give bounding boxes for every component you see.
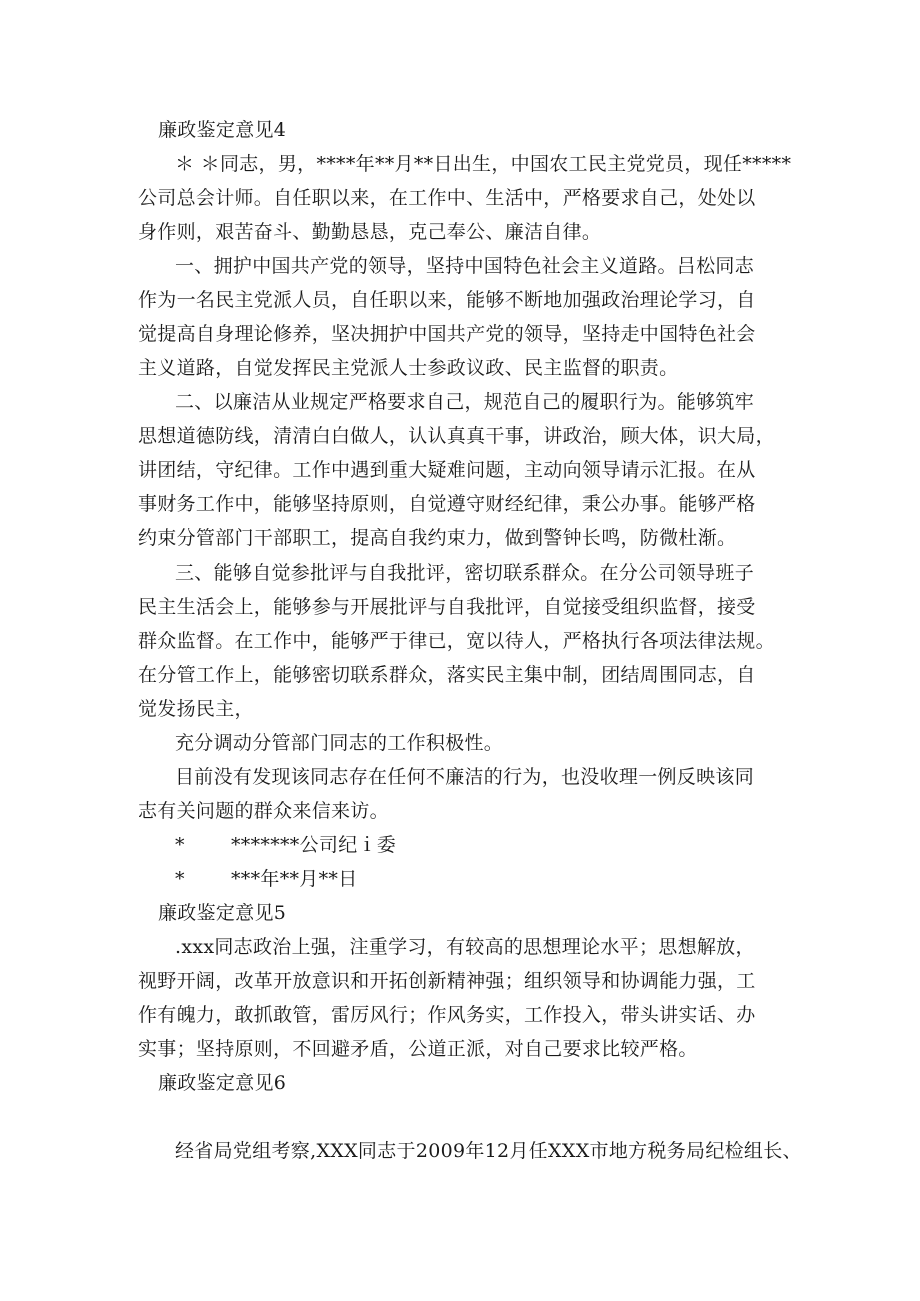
signature-date: ***年**月**日 [231, 868, 358, 890]
signature-line [175, 833, 396, 857]
paragraph-line: ＊ ＊同志，男，****年**月**日出生，中国农工民主党党员，现任***** [175, 153, 792, 175]
paragraph-line: 实事；坚持原则，不回避矛盾，公道正派，对自己要求比较严格。 [138, 1038, 698, 1060]
paragraph-line: 视野开阔，改革开放意识和开拓创新精神强；组织领导和协调能力强，工 [138, 970, 756, 992]
paragraph-line: 目前没有发现该同志存在任何不廉洁的行为，也没收理一例反映该同 [175, 766, 755, 788]
paragraph-line: 主义道路，自觉发挥民主党派人士参政议政、民主监督的职责。 [138, 357, 679, 379]
paragraph-line: 二、以廉洁从业规定严格要求自己，规范自己的履职行为。能够筑牢 [175, 391, 755, 413]
paragraph-line: 公司总会计师。自任职以来，在工作中、生活中，严格要求自己，处处以 [138, 187, 756, 209]
signature-org: *******公司纪ｉ委 [231, 834, 397, 856]
paragraph-line: 觉发扬民主， [138, 698, 254, 720]
paragraph-line: 一、拥护中国共产党的领导，坚持中国特色社会主义道路。吕松同志 [175, 255, 755, 277]
paragraph-line: 约束分管部门干部职工，提高自我约束力，做到警钟长鸣，防微杜渐。 [138, 527, 737, 549]
paragraph-line: 事财务工作中，能够坚持原则，自觉遵守财经纪律，秉公办事。能够严格 [138, 493, 756, 515]
signature-line [175, 867, 358, 891]
paragraph-line: 作为一名民主党派人员，自任职以来，能够不断地加强政治理论学习，自 [138, 289, 756, 311]
paragraph-line: .xxx同志政治上强，注重学习，有较高的思想理论水平；思想解放， [175, 936, 755, 958]
paragraph-line: 身作则，艰苦奋斗、勤勤恳恳，克己奉公、廉洁自律。 [138, 221, 602, 243]
paragraph-line: 作有魄力，敢抓敢管，雷厉风行；作风务实，工作投入，带头讲实话、办 [138, 1004, 756, 1026]
paragraph-line: 觉提高自身理论修养，坚决拥护中国共产党的领导，坚持走中国特色社会 [138, 323, 756, 345]
paragraph-line: 讲团结，守纪律。工作中遇到重大疑难问题，主动向领导请示汇报。在从 [138, 459, 756, 481]
section-heading: 廉政鉴定意见5 [158, 902, 287, 924]
signature-marker: * [175, 834, 185, 856]
paragraph-line: 志有关问题的群众来信来访。 [138, 800, 389, 822]
paragraph-line: 充分调动分管部门同志的工作积极性。 [175, 732, 504, 754]
paragraph-line: 民主生活会上，能够参与开展批评与自我批评，自觉接受组织监督，接受 [138, 596, 756, 618]
section-heading: 廉政鉴定意见6 [158, 1072, 287, 1094]
paragraph-line: 群众监督。在工作中，能够严于律已，宽以待人，严格执行各项法律法规。 [138, 630, 775, 652]
signature-marker: * [175, 868, 185, 890]
paragraph-line: 在分管工作上，能够密切联系群众，落实民主集中制，团结周围同志，自 [138, 664, 756, 686]
paragraph-line: 思想道德防线，清清白白做人，认认真真干事，讲政治，顾大体，识大局， [138, 425, 775, 447]
section-heading: 廉政鉴定意见4 [158, 119, 287, 141]
paragraph-line: 三、能够自觉参批评与自我批评，密切联系群众。在分公司领导班子 [175, 562, 755, 584]
paragraph-line: 经省局党组考察,XXX同志于2009年12月任XXX市地方税务局纪检组长、 [175, 1140, 802, 1162]
